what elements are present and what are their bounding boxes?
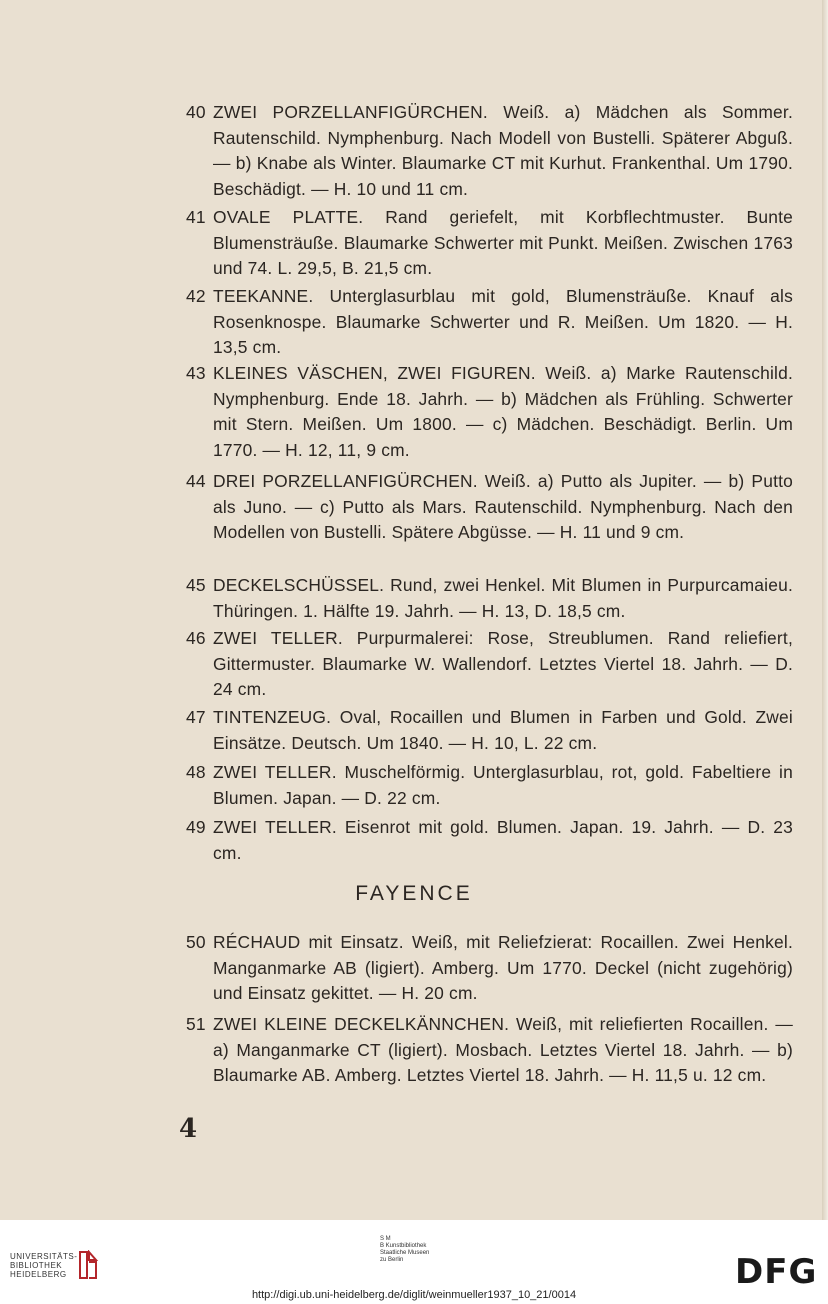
entry-number: 45 bbox=[186, 575, 206, 595]
entry-number: 41 bbox=[186, 207, 206, 227]
entry-number: 40 bbox=[186, 102, 206, 122]
library-logo bbox=[380, 1236, 429, 1264]
university-seal-icon bbox=[77, 1250, 99, 1280]
page-edge bbox=[822, 0, 828, 1220]
entry-number: 42 bbox=[186, 286, 206, 306]
entry-text: ZWEI KLEINE DECKELKÄNNCHEN. Weiß, mit reliefierten Rocaillen. — a) Manganmarke CT (ligiert). Mosbach. Letztes Viertel 18. Jahrh. — b) Blaumarke AB. Amberg. Letztes Viertel 18. Jahrh. — H. 11,5 u. 12 cm. bbox=[213, 1014, 793, 1085]
university-logo-line: HEIDELBERG bbox=[10, 1270, 67, 1279]
entry-number: 48 bbox=[186, 762, 206, 782]
library-logo-line: S M bbox=[380, 1236, 391, 1242]
entry-text: ZWEI PORZELLANFIGÜRCHEN. Weiß. a) Mädchen als Sommer. Rautenschild. Nymphenburg. Nach Modell von Bustelli. Späterer Abguß. — b) Knabe als Winter. Blaumarke CT mit Kurhut. Frankenthal. Um 1790. Beschädigt. — H. 10 und 11 cm. bbox=[213, 102, 793, 199]
entry-text: ZWEI TELLER. Purpurmalerei: Rose, Streublumen. Rand reliefiert, Gittermuster. Blaumarke W. Wallendorf. Letztes Viertel 18. Jahrh. — D. 24 cm. bbox=[213, 628, 793, 699]
entry-text: RÉCHAUD mit Einsatz. Weiß, mit Reliefzierat: Rocaillen. Zwei Henkel. Manganmarke AB (ligiert). Amberg. Um 1770. Deckel (nicht zugehörig) und Einsatz gekittet. — H. 20 cm. bbox=[213, 932, 793, 1003]
page-number: 4 bbox=[179, 1114, 198, 1144]
library-logo-line: Staatliche Museen bbox=[380, 1250, 430, 1256]
entry-number: 49 bbox=[186, 817, 206, 837]
dfg-logo: DFG bbox=[735, 1252, 818, 1292]
library-logo-line: zu Berlin bbox=[380, 1257, 404, 1263]
entry-text: DREI PORZELLANFIGÜRCHEN. Weiß. a) Putto als Jupiter. — b) Putto als Juno. — c) Putto als Mars. Rautenschild. Nymphenburg. Nach den Modellen von Bustelli. Spätere Abgüsse. — H. 11 und 9 cm. bbox=[213, 471, 793, 542]
university-logo-line: BIBLIOTHEK bbox=[10, 1261, 63, 1270]
university-logo-line: UNIVERSITÄTS- bbox=[10, 1252, 78, 1261]
university-library-logo bbox=[10, 1252, 77, 1279]
entry-text: ZWEI TELLER. Eisenrot mit gold. Blumen. Japan. 19. Jahrh. — D. 23 cm. bbox=[213, 817, 793, 863]
entry-number: 47 bbox=[186, 707, 206, 727]
entry-text: TINTENZEUG. Oval, Rocaillen und Blumen in Farben und Gold. Zwei Einsätze. Deutsch. Um 1840. — H. 10, L. 22 cm. bbox=[213, 707, 793, 753]
source-url-link[interactable]: http://digi.ub.uni-heidelberg.de/diglit/weinmueller1937_10_21/0014 bbox=[251, 1289, 577, 1301]
entry-text: DECKELSCHÜSSEL. Rund, zwei Henkel. Mit Blumen in Purpurcamaieu. Thüringen. 1. Hälfte 19. Jahrh. — H. 13, D. 18,5 cm. bbox=[213, 575, 793, 621]
library-logo-line: B Kunstbibliothek bbox=[380, 1243, 427, 1249]
section-heading: FAYENCE bbox=[355, 882, 473, 905]
entry-text: TEEKANNE. Unterglasurblau mit gold, Blumensträuße. Knauf als Rosenknospe. Blaumarke Schwerter und R. Meißen. Um 1820. — H. 13,5 cm. bbox=[213, 286, 793, 357]
entry-number: 43 bbox=[186, 363, 206, 383]
entry-text: KLEINES VÄSCHEN, ZWEI FIGUREN. Weiß. a) Marke Rautenschild. Nymphenburg. Ende 18. Jahrh. — b) Mädchen als Frühling. Schwerter mit Stern. Meißen. Um 1800. — c) Mädchen. Beschädigt. Berlin. Um 1770. — H. 12, 11, 9 cm. bbox=[213, 363, 793, 460]
entry-number: 51 bbox=[186, 1014, 206, 1034]
entry-number: 46 bbox=[186, 628, 206, 648]
entry-number: 44 bbox=[186, 471, 206, 491]
entry-text: ZWEI TELLER. Muschelförmig. Unterglasurblau, rot, gold. Fabeltiere in Blumen. Japan. — D. 22 cm. bbox=[213, 762, 793, 808]
entry-text: OVALE PLATTE. Rand geriefelt, mit Korbflechtmuster. Bunte Blumensträuße. Blaumarke Schwerter mit Punkt. Meißen. Zwischen 1763 und 74. L. 29,5, B. 21,5 cm. bbox=[213, 207, 793, 278]
entry-number: 50 bbox=[186, 932, 206, 952]
